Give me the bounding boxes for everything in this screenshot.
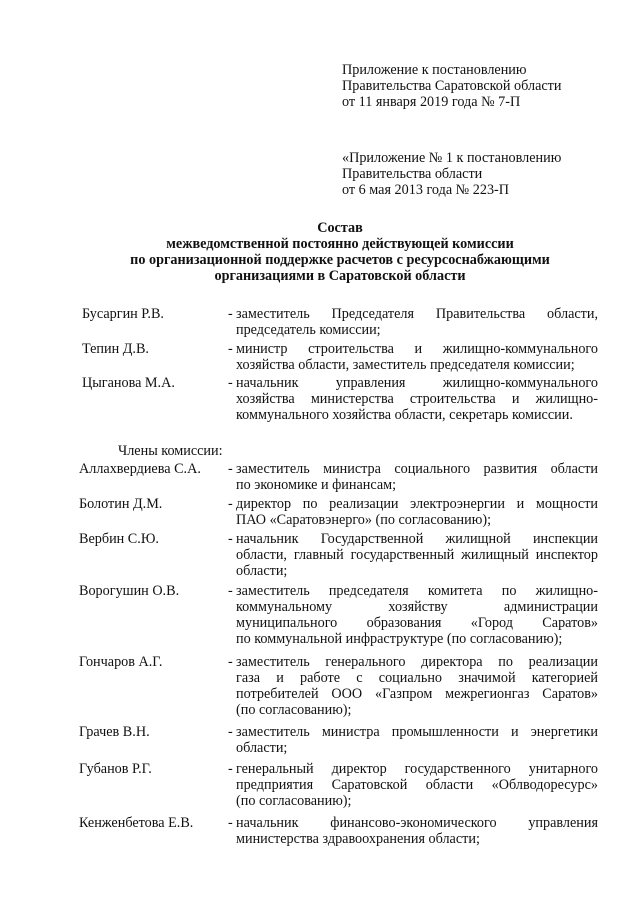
entry-dash: -: [228, 306, 233, 322]
appendix-line: Правительства Саратовской области: [342, 78, 562, 94]
entry-dash: -: [228, 724, 233, 740]
entry-dash: -: [228, 375, 233, 391]
position-line: заместитель председателя комитета по жилищно-: [236, 583, 598, 599]
position-line: области, главный государственный жилищный инспектор: [236, 547, 598, 563]
entry-dash: -: [228, 496, 233, 512]
position-line: начальник Государственной жилищной инспекции: [236, 531, 598, 547]
position-line: предприятия Саратовской области «Облводоресурс»: [236, 777, 598, 793]
position-line: газа и работе с социально значимой категорией: [236, 670, 598, 686]
position-line: (по согласованию);: [236, 793, 352, 809]
position-line: начальник финансово-экономического управления: [236, 815, 598, 831]
position-line: по коммунальной инфраструктуре (по согласованию);: [236, 631, 563, 647]
member-position: [236, 724, 598, 756]
title-line: межведомственной постоянно действующей комиссии: [166, 236, 514, 252]
position-line: начальник управления жилищно-коммунального: [236, 375, 598, 391]
position-line: потребителей ООО «Газпром межрегионгаз Саратов»: [236, 686, 598, 702]
appendix-header: [342, 62, 622, 110]
position-line: по экономике и финансам;: [236, 477, 397, 493]
member-position: [236, 306, 598, 338]
position-line: министерства здравоохранения области;: [236, 831, 480, 847]
position-line: коммунальному хозяйству администрации: [236, 599, 598, 615]
position-line: области;: [236, 563, 288, 579]
position-line: заместитель министра социального развития области: [236, 461, 598, 477]
member-position: [236, 583, 598, 647]
position-line: генеральный директор государственного унитарного: [236, 761, 598, 777]
original-appendix-header: [342, 150, 622, 198]
member-position: [236, 375, 598, 423]
position-line: хозяйства министерства строительства и жилищно-: [236, 391, 598, 407]
member-name: Вербин С.Ю.: [79, 531, 159, 547]
position-line: коммунального хозяйства области, секретарь комиссии.: [236, 407, 573, 423]
member-position: [236, 496, 598, 528]
original-appendix-line: Правительства области: [342, 166, 483, 182]
member-name: Аллахвердиева С.А.: [79, 461, 201, 477]
original-appendix-line: «Приложение № 1 к постановлению: [342, 150, 562, 166]
member-position: [236, 341, 598, 373]
position-line: муниципального образования «Город Саратов»: [236, 615, 598, 631]
member-name: Гончаров А.Г.: [79, 654, 163, 670]
title-line: Состав: [317, 220, 363, 236]
position-line: заместитель министра промышленности и энергетики: [236, 724, 598, 740]
entry-dash: -: [228, 761, 233, 777]
entry-dash: -: [228, 654, 233, 670]
position-line: заместитель генерального директора по реализации: [236, 654, 598, 670]
member-name: Бусаргин Р.В.: [82, 306, 164, 322]
entry-dash: -: [228, 531, 233, 547]
title-line: организациями в Саратовской области: [214, 268, 466, 284]
member-name: Болотин Д.М.: [79, 496, 163, 512]
member-name: Грачев В.Н.: [79, 724, 150, 740]
position-line: хозяйства области, заместитель председателя комиссии;: [236, 357, 575, 373]
entry-dash: -: [228, 583, 233, 599]
appendix-line: Приложение к постановлению: [342, 62, 527, 78]
member-name: Тепин Д.В.: [82, 341, 149, 357]
position-line: (по согласованию);: [236, 702, 352, 718]
member-position: [236, 461, 598, 493]
member-name: Губанов Р.Г.: [79, 761, 152, 777]
entry-dash: -: [228, 341, 233, 357]
document-title: [60, 220, 620, 284]
position-line: заместитель Председателя Правительства области,: [236, 306, 598, 322]
original-appendix-line: от 6 мая 2013 года № 223-П: [342, 182, 510, 198]
members-heading: Члены комиссии:: [118, 443, 223, 459]
member-position: [236, 654, 598, 718]
position-line: ПАО «Саратовэнерго» (по согласованию);: [236, 512, 492, 528]
member-position: [236, 815, 598, 847]
title-line: по организационной поддержке расчетов с ресурсоснабжающими: [130, 252, 550, 268]
position-line: председатель комиссии;: [236, 322, 381, 338]
entry-dash: -: [228, 461, 233, 477]
entry-dash: -: [228, 815, 233, 831]
member-name: Кенженбетова Е.В.: [79, 815, 194, 831]
appendix-line: от 11 января 2019 года № 7-П: [342, 94, 521, 110]
member-name: Цыганова М.А.: [82, 375, 175, 391]
position-line: министр строительства и жилищно-коммунального: [236, 341, 598, 357]
member-name: Ворогушин О.В.: [79, 583, 180, 599]
member-position: [236, 761, 598, 809]
position-line: директор по реализации электроэнергии и мощности: [236, 496, 598, 512]
member-position: [236, 531, 598, 579]
position-line: области;: [236, 740, 288, 756]
